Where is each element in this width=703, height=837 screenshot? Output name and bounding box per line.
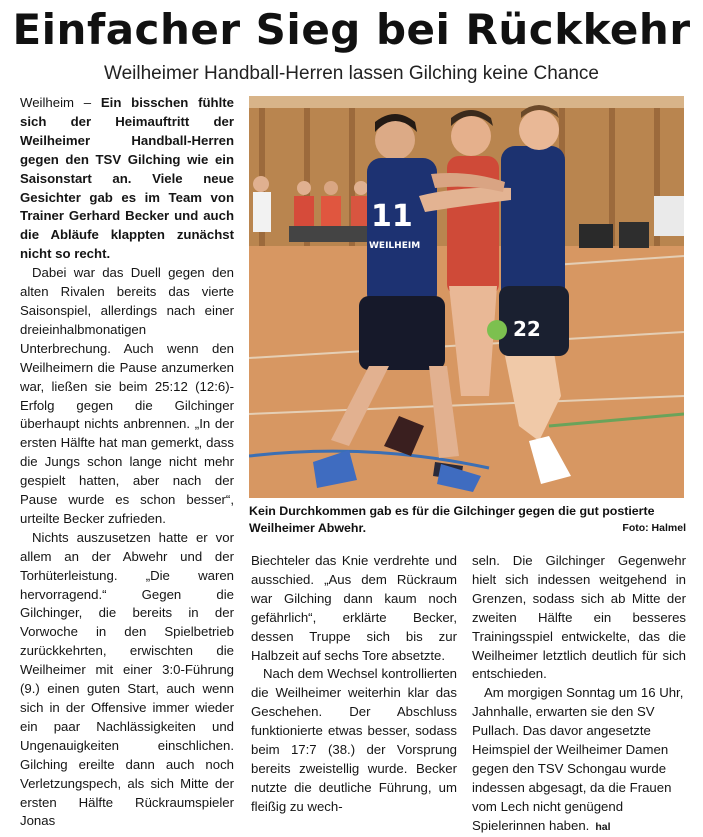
body-paragraph-1: Dabei war das Duell gegen den alten Rivalen bereits das vierte Saisonspiel, allerdings nach einer dreieinhalbmonatigen Unterbrechung. Auch wenn den Weilheimern die Pause anzumerken war, ließen sie beim 25:12 (12:6)-Erfolg gegen die Gilchinger überhaupt nichts anbrennen. „In der ersten Hälfte hat man gemerkt, dass die Jungs schon lange nicht mehr gespielt hatten, aber nach der Pause wurde es schon besser“, urteilte Becker zufrieden. — [20, 265, 234, 526]
body-paragraph-4-text: Am morgigen Sonntag um 16 Uhr, Jahnhalle, erwarten sie den SV Pullach. Das davor angesetzte Heimspiel der Weilheimer Damen gegen den TSV Schongau wurde indessen abgesagt, da die Frauen vom Lech nicht genügend Spielerinnen haben. — [472, 685, 684, 833]
author-signature: hal — [595, 820, 611, 833]
lead-text: Ein bisschen fühlte sich der Heimauftritt der Weilheimer Handball-Herren gegen den TSV Gilching wie ein Saisonstart an. Viele neue Gesichter gab es im Team von Trainer Gerhard Becker und auch die Abläufe klappten zunächst nicht so recht. — [20, 95, 234, 262]
lead-paragraph — [20, 94, 234, 264]
article-column-2 — [251, 552, 457, 817]
jersey-number-left: 11 — [371, 199, 413, 234]
body-paragraph-2-continued: Biechteler das Knie verdrehte und ausschied. „Aus dem Rückraum war Gilching dann kaum noch gefährlich“, erklärte Becker, dessen Truppe sich bis zur Halbzeit auf sechs Tore absetzte. — [251, 553, 457, 663]
photo-caption-block — [249, 503, 686, 537]
headline: Einfacher Sieg bei Rückkehr — [12, 5, 691, 54]
body-paragraph-4 — [472, 684, 686, 836]
photo-caption: Kein Durchkommen gab es für die Gilchinger gegen die gut postierte Weilheimer Abwehr. — [249, 504, 655, 535]
jersey-number-right: 22 — [513, 317, 541, 341]
subheadline: Weilheimer Handball-Herren lassen Gilching keine Chance — [104, 63, 599, 84]
shirt-text: WEILHEIM — [369, 241, 421, 251]
photo-credit: Foto: Halmel — [622, 522, 686, 534]
article-photo — [249, 96, 684, 498]
article-column-1 — [20, 94, 234, 831]
body-paragraph-3-continued: seln. Die Gilchinger Gegenwehr hielt sich indessen weitgehend in Grenzen, sodass sich ab Mitte der zweiten Hälfte ein besseres Trainingsspiel entwickelte, das die Weilheimer letztlich deutlich für sich entschieden. — [472, 553, 686, 682]
dateline: Weilheim – — [20, 95, 101, 110]
article-column-3 — [472, 552, 686, 837]
body-paragraph-2: Nichts auszusetzen hatte er vor allem an der Abwehr und der Torhüterleistung. „Die waren hervorragend.“ Gegen die Gilchinger, die bereits in der Vorwoche in den Spielbetrieb zurückkehrten, erwischten die Weilheimer mit einer 3:0-Führung (9.) einen guten Start, auch wenn sich in der Offensive immer wieder ein paar Nachlässigkeiten und Ungenauigkeiten einschlichen. Gilching ereilte dann auch noch Verletzungspech, als sich Mitte der ersten Hälfte Rückraumspieler Jonas — [20, 529, 234, 829]
body-paragraph-3: Nach dem Wechsel kontrollierten die Weilheimer weiterhin klar das Geschehen. Der Abschluss funktionierte etwas besser, sodass beim 17:7 (38.) der Vorsprung bereits zweistellig wurde. Becker nutzte die deutliche Führung, um fleißig zu wech- — [251, 666, 457, 814]
